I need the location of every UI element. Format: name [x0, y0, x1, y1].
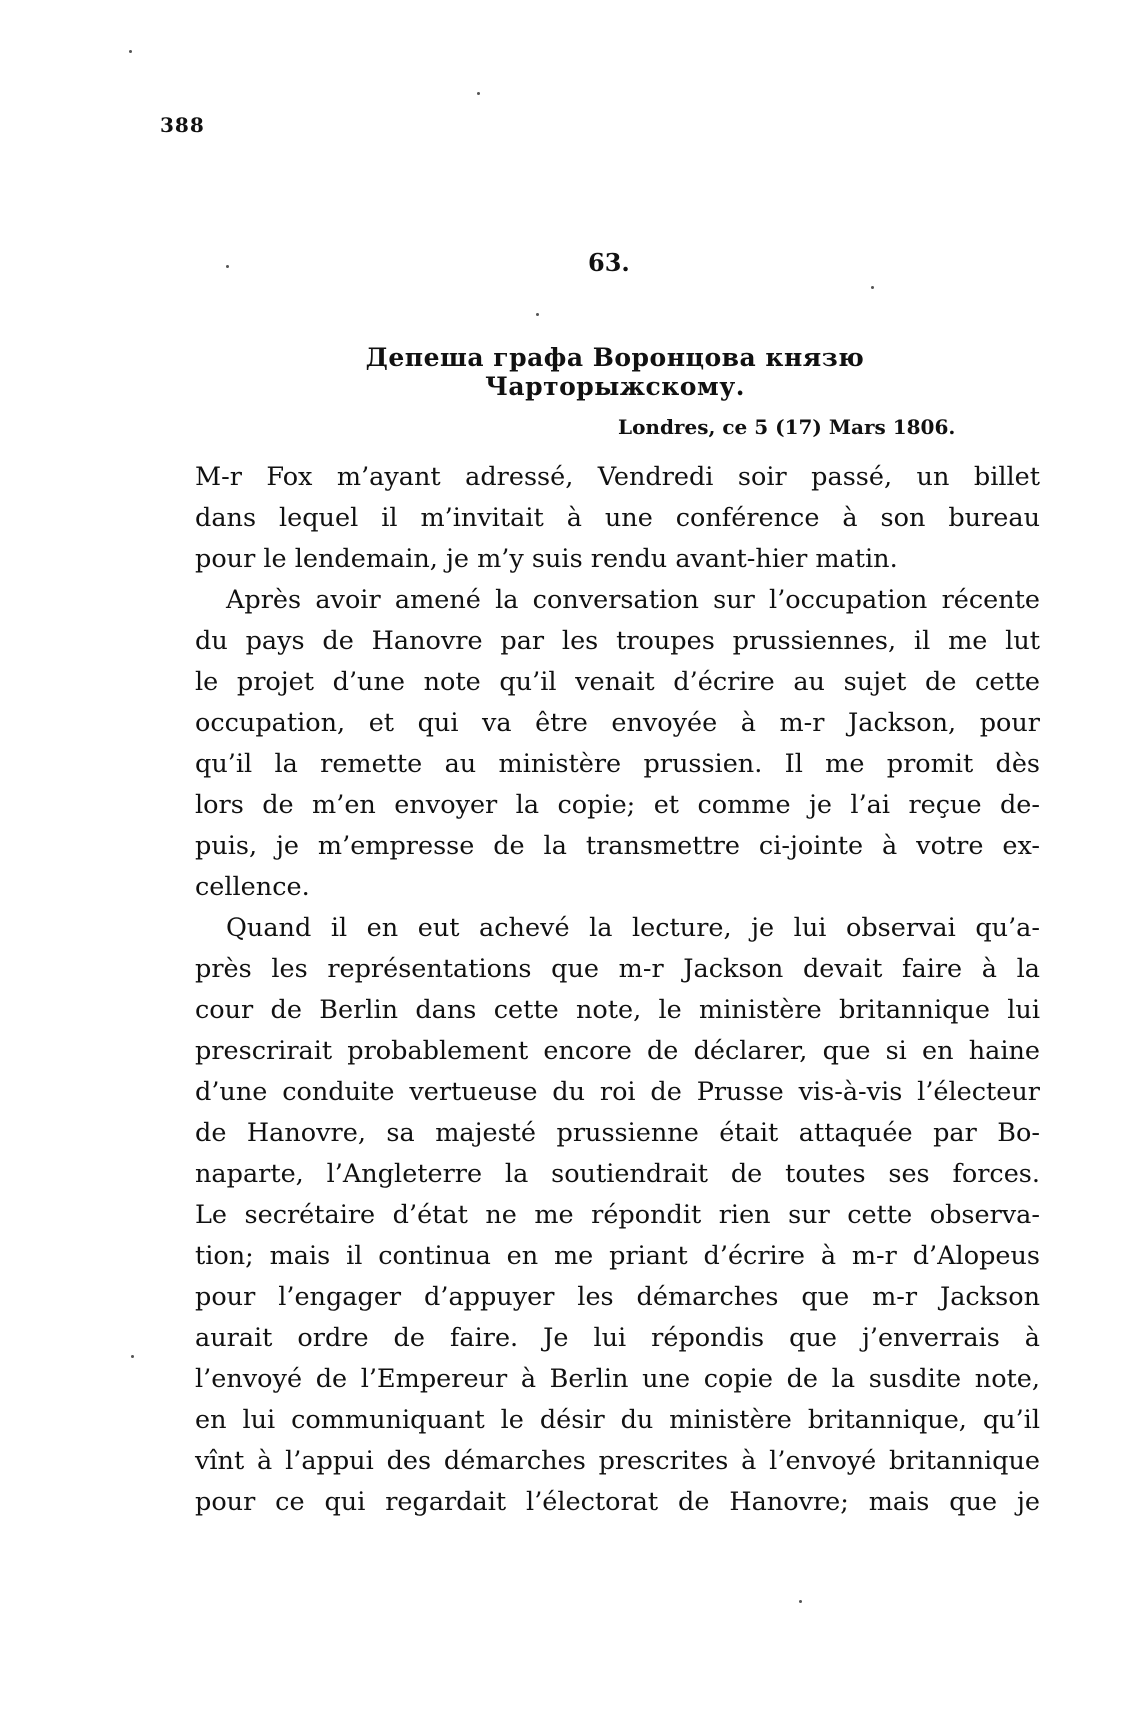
body-line: vînt à l’appui des démarches prescrites à l’envoyé britannique — [195, 1446, 1040, 1476]
body-line: cour de Berlin dans cette note, le ministère britannique lui — [195, 995, 1040, 1025]
scan-speck — [536, 313, 539, 316]
scan-speck — [129, 50, 132, 53]
dateline: Londres, ce 5 (17) Mars 1806. — [618, 415, 956, 439]
body-line: Le secrétaire d’état ne me répondit rien sur cette observa- — [195, 1200, 1040, 1230]
letter-body — [195, 457, 1040, 1523]
body-line: occupation, et qui va être envoyée à m-r Jackson, pour — [195, 708, 1040, 738]
body-line: le projet d’une note qu’il venait d’écrire au sujet de cette — [195, 667, 1040, 697]
body-line: d’une conduite vertueuse du roi de Prusse vis-à-vis l’électeur — [195, 1077, 1040, 1107]
body-line: aurait ordre de faire. Je lui répondis que j’enverrais à — [195, 1323, 1040, 1353]
body-line: prescrirait probablement encore de déclarer, que si en haine — [195, 1036, 1040, 1066]
body-line: naparte, l’Angleterre la soutiendrait de toutes ses forces. — [195, 1159, 1040, 1189]
body-line: de Hanovre, sa majesté prussienne était attaquée par Bo- — [195, 1118, 1040, 1148]
body-line: du pays de Hanovre par les troupes prussiennes, il me lut — [195, 626, 1040, 656]
body-line: tion; mais il continua en me priant d’écrire à m-r d’Alopeus — [195, 1241, 1040, 1271]
body-line: l’envoyé de l’Empereur à Berlin une copie de la susdite note, — [195, 1364, 1040, 1394]
document-title: Депеша графа Воронцова князю Чарторыжскому. — [365, 343, 865, 401]
body-line: cellence. — [195, 872, 310, 902]
scan-speck — [131, 1355, 134, 1358]
body-line: pour l’engager d’appuyer les démarches que m-r Jackson — [195, 1282, 1040, 1312]
scan-speck — [477, 92, 480, 95]
page-number: 388 — [160, 113, 205, 137]
body-line: près les représentations que m-r Jackson devait faire à la — [195, 954, 1040, 984]
body-line: qu’il la remette au ministère prussien. Il me promit dès — [195, 749, 1040, 779]
body-line: Quand il en eut achevé la lecture, je lui observai qu’a- — [226, 913, 1040, 943]
scan-speck — [226, 265, 229, 268]
body-line: dans lequel il m’invitait à une conférence à son bureau — [195, 503, 1040, 533]
body-line: puis, je m’empresse de la transmettre ci-jointe à votre ex- — [195, 831, 1040, 861]
body-line: lors de m’en envoyer la copie; et comme je l’ai reçue de- — [195, 790, 1040, 820]
document-number: 63. — [588, 248, 630, 277]
body-line: Après avoir amené la conversation sur l’occupation récente — [226, 585, 1040, 615]
body-line: pour ce qui regardait l’électorat de Hanovre; mais que je — [195, 1487, 1040, 1517]
scan-speck — [871, 286, 874, 289]
body-line: M-r Fox m’ayant adressé, Vendredi soir passé, un billet — [195, 462, 1040, 492]
scan-speck — [799, 1600, 802, 1603]
body-line: pour le lendemain, je m’y suis rendu avant-hier matin. — [195, 544, 898, 574]
body-line: en lui communiquant le désir du ministère britannique, qu’il — [195, 1405, 1040, 1435]
